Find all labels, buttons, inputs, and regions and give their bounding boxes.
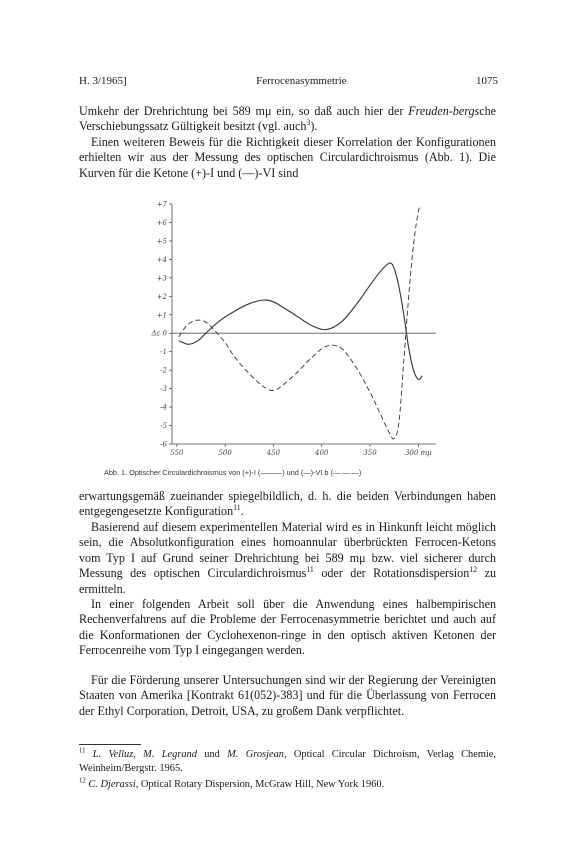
paragraph-6-text: Für die Förderung unserer Untersuchungen sind wir der Regierung der Vereinigten Staaten von Amerika [Kontrakt 61(052)-383] und für die Überlassung von Ferrocen der Ethyl Corporation, Detroit, USA, zu großem Dank verpflichtet.	[79, 673, 496, 718]
y-tick-label: +1	[156, 311, 167, 320]
y-tick-label: +2	[156, 292, 167, 301]
x-tick-label: 400	[315, 449, 329, 457]
footnote-11	[79, 748, 496, 777]
footnote-11-number: 11	[79, 747, 86, 755]
footnote-11-und: und	[196, 749, 228, 760]
x-tick-label: 550	[170, 449, 184, 457]
paragraph-4-end: zu ermitteln.	[79, 566, 496, 596]
paragraph-5-text: In einer folgenden Arbeit soll über die Anwendung eines halbempirischen Rechenverfahrens auf die Probleme der Ferrocenasymmetrie berichtet und auch auf die Konformationen der Cyclohexenon-ringe in den optisch aktiven Ketonen der Ferrocenreihe vom Typ I eingegangen werden.	[79, 597, 496, 658]
footnote-12	[79, 778, 496, 792]
chart-series	[179, 206, 422, 439]
paragraph-1-italic-name: Freuden-bergs	[408, 104, 480, 118]
footnote-12-number: 12	[79, 777, 86, 785]
paragraph-1-text-cont: che Verschiebungssatz Gültigkeit besitzt (vgl. auch	[79, 104, 497, 134]
paragraph-4-text-cont: oder der Rotationsdispersion	[313, 566, 470, 581]
paragraph-1-end: ).	[310, 119, 318, 134]
paragraph-4-text: Basierend auf diesem experimentellen Material wird es in Hinkunft leicht möglich sein, die Absolutkonfiguration eines homoannular überbrückten Ferrocen-Ketons vom Typ I auf Grund seiner Drehrichtung bei 589 mμ bzw. viel sicherer durch Messung des optischen Circulardichroismus	[79, 520, 496, 581]
paragraph-3-end: .	[240, 504, 244, 519]
x-tick-label: 350	[363, 449, 377, 457]
y-tick-label: +4	[156, 255, 167, 264]
x-tick-label: 300 mμ	[404, 449, 432, 457]
y-tick-label: -6	[160, 440, 167, 449]
paragraph-5	[79, 597, 496, 659]
footnote-11-authors: L. Velluz, M. Legrand	[92, 749, 197, 760]
chart-ticks	[151, 201, 433, 458]
y-tick-label: -3	[160, 385, 167, 394]
figure-caption: Abb. 1. Optischer Circulardichroismus von (+)-I (———) und (—)-VI b (— — —)	[104, 468, 362, 477]
header-issue: H. 3/1965]	[79, 75, 127, 87]
paragraph-2-text: Einen weiteren Beweis für die Richtigkeit dieser Korrelation der Konfigurationen erhielten wir aus der Messung des optischen Circulardichroismus (Abb. 1). Die Kurven für die Ketone (+)-I und (—)-VI sind	[79, 135, 496, 180]
footnote-12-text: , Optical Rotary Dispersion, McGraw Hill, New York 1960.	[135, 779, 385, 790]
y-tick-label: -1	[160, 348, 167, 357]
header-page-number: 1075	[475, 75, 498, 87]
x-tick-label: 500	[218, 449, 232, 457]
paragraph-4	[79, 520, 496, 597]
series-line-dashed	[179, 206, 421, 439]
paragraph-1	[79, 104, 496, 135]
cd-spectrum-chart	[130, 196, 450, 466]
footnote-11-author3: M. Grosjean	[227, 749, 284, 760]
paragraph-6	[79, 673, 496, 719]
paragraph-2	[79, 135, 496, 181]
footnote-ref-12: 12	[469, 565, 478, 575]
paragraph-3	[79, 489, 496, 520]
chart-axes	[172, 204, 436, 444]
paragraph-1-text: Umkehr der Drehrichtung bei 589 mμ ein, so daß auch hier der	[79, 104, 404, 118]
footnote-divider	[79, 744, 141, 745]
y-tick-label: -5	[160, 422, 167, 431]
footnote-11-text: , Optical Circular Dichroism, Verlag Chemie, Weinheim/Bergstr. 1965.	[79, 749, 496, 775]
series-line-solid	[179, 263, 422, 380]
y-tick-label: +5	[156, 237, 167, 246]
footnote-12-author: C. Djerassi	[88, 779, 136, 790]
footnote-ref-3: 3	[306, 118, 311, 128]
y-tick-label: -4	[160, 403, 167, 412]
y-tick-label: -2	[160, 366, 167, 375]
footnote-ref-11b: 11	[306, 565, 314, 575]
footnote-ref-11: 11	[233, 503, 241, 513]
paragraph-3-text: erwartungsgemäß zueinander spiegelbildlich, d. h. die beiden Verbindungen haben entgegengesetzte Konfiguration	[79, 489, 496, 519]
header-title: Ferrocenasymmetrie	[256, 75, 347, 87]
y-tick-label: +3	[156, 274, 167, 283]
x-tick-label: 450	[266, 449, 281, 457]
y-tick-label: +7	[156, 200, 167, 209]
y-tick-label: +6	[156, 218, 167, 227]
y-tick-label: Δε 0	[151, 329, 167, 338]
running-header	[79, 75, 498, 89]
